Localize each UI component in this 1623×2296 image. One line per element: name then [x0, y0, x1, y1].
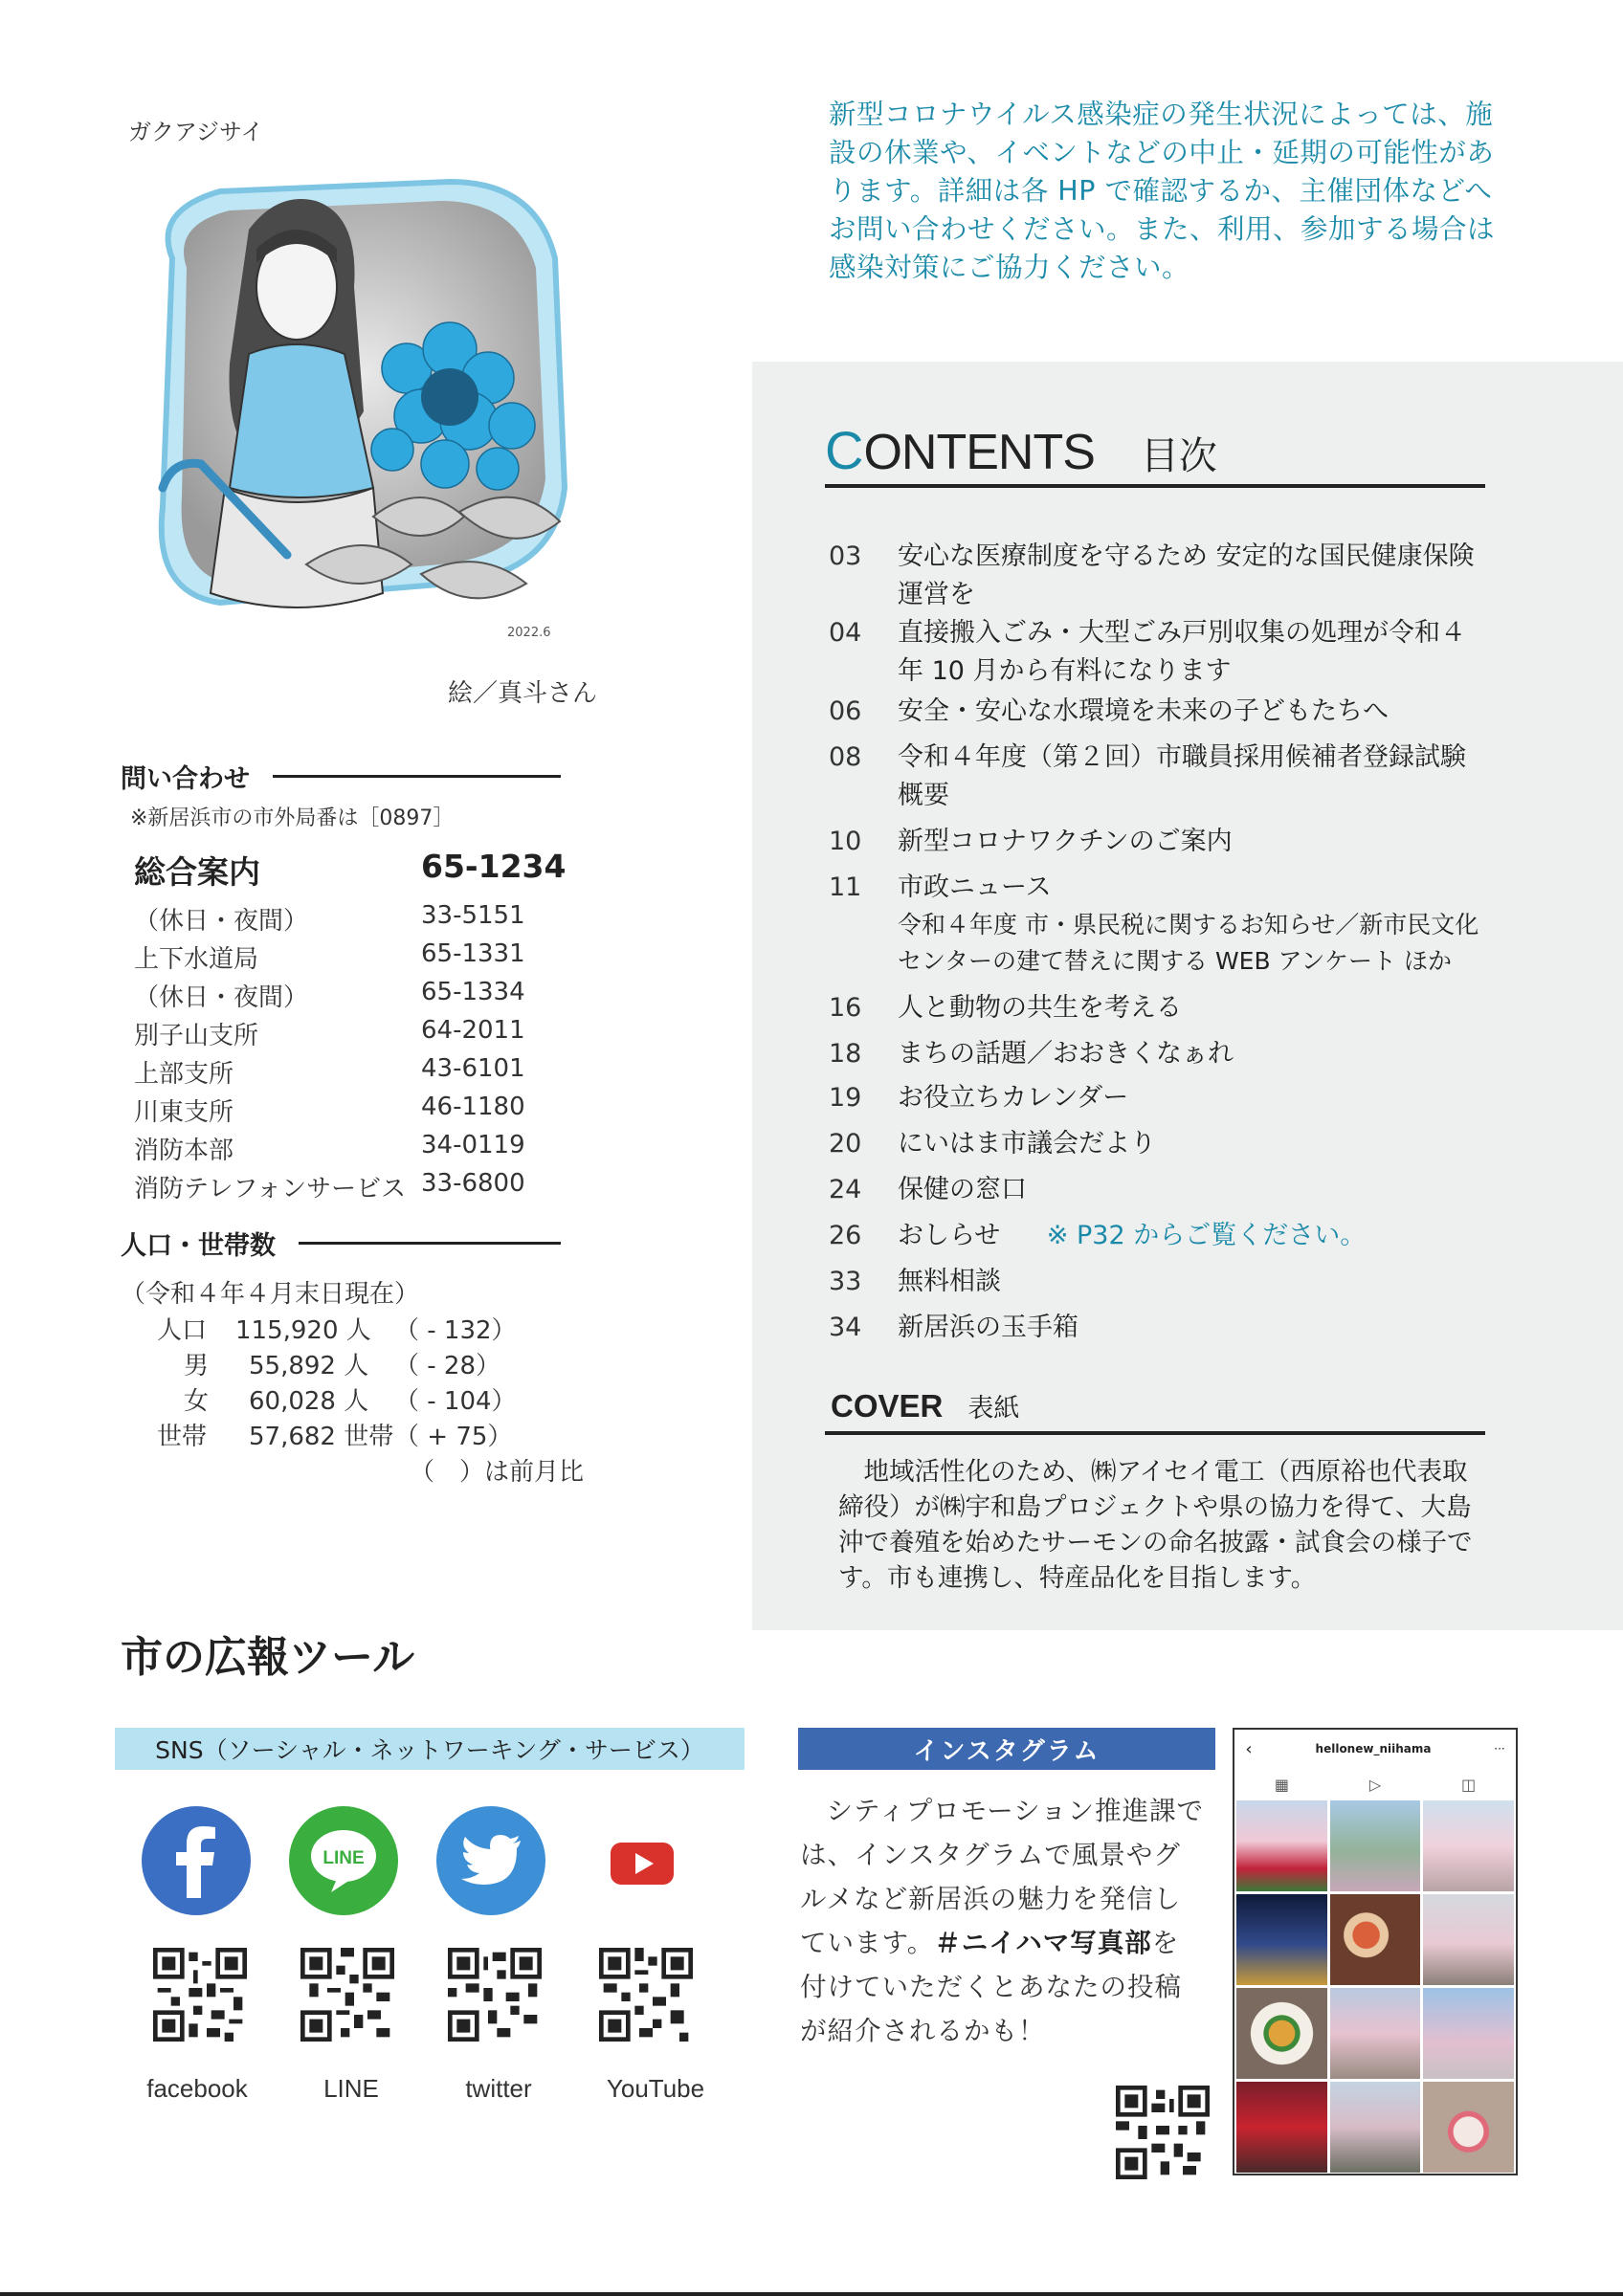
instagram-description — [800, 1789, 1206, 2053]
population-change: （ - 104） — [394, 1387, 517, 1416]
toc-page: 34 — [829, 1313, 862, 1342]
toc-title: おしらせ — [898, 1221, 1001, 1250]
instagram-topbar — [1234, 1730, 1516, 1768]
phone-label: （休日・夜間） — [134, 907, 309, 936]
phone-row — [134, 978, 574, 1016]
covid-notice: 新型コロナウイルス感染症の発生状況によっては、施設の休業や、イベントなどの中止・延期の可能性があります。詳細は各 HP で確認するか、主催団体などへお問い合わせください。また、利用、参加する場合は感染対策にご協力ください。 — [829, 99, 1496, 283]
photo-dessert — [1423, 2082, 1514, 2173]
toc-title: 人と動物の共生を考える — [898, 993, 1182, 1023]
toc-page: 03 — [829, 541, 862, 571]
toc-page: 26 — [829, 1221, 862, 1250]
line-icon[interactable] — [289, 1806, 398, 1915]
toc-item[interactable] — [829, 823, 1489, 861]
population-row — [144, 1346, 565, 1381]
toc-page: 04 — [829, 618, 862, 648]
toc-title: 直接搬入ごみ・大型ごみ戸別収集の処理が令和４年 10 月から有料になります — [898, 618, 1466, 686]
phone-row — [134, 1093, 574, 1131]
line-qr-code[interactable] — [300, 1948, 394, 2042]
toc-item[interactable] — [829, 1125, 1489, 1163]
population-value: 57,682 世帯 — [249, 1423, 394, 1451]
pr-tools-title: 市の広報ツール — [121, 1633, 415, 1682]
phone-number: 33-6800 — [421, 1169, 525, 1198]
toc-item[interactable] — [829, 989, 1489, 1027]
toc-item[interactable] — [829, 1217, 1489, 1255]
toc-page: 18 — [829, 1039, 862, 1069]
toc-page: 06 — [829, 696, 862, 726]
toc-item[interactable] — [829, 869, 1489, 980]
toc-item[interactable] — [829, 538, 1489, 614]
photo-tulips — [1236, 1800, 1327, 1891]
back-arrow-icon: ‹ — [1245, 1738, 1253, 1759]
toc-item[interactable] — [829, 1035, 1489, 1073]
contact-heading — [121, 758, 561, 795]
phone-number: 43-6101 — [421, 1054, 525, 1083]
phone-row — [134, 901, 574, 939]
contents-title-jp: 目次 — [1140, 434, 1217, 478]
toc-title: まちの話題／おおきくなぁれ — [898, 1039, 1234, 1069]
population-value: 55,892 人 — [249, 1352, 369, 1380]
cover-heading — [831, 1387, 1019, 1424]
toc-page: 16 — [829, 993, 862, 1023]
photo-red-costume — [1236, 2082, 1327, 2173]
toc-page: 33 — [829, 1267, 862, 1296]
tagged-icon: ◫ — [1460, 1775, 1477, 1794]
cover-heading-en: COVER — [831, 1388, 944, 1424]
phone-label: 総合案内 — [134, 853, 260, 891]
youtube-icon[interactable] — [588, 1806, 697, 1915]
photo-food-dishes — [1330, 1894, 1421, 1985]
toc-item[interactable] — [829, 1079, 1489, 1117]
instagram-tabs — [1234, 1768, 1516, 1800]
toc-page: 10 — [829, 827, 862, 856]
photo-sakura-sky — [1423, 1988, 1514, 2079]
phone-row-main — [134, 848, 574, 891]
population-label: 人口 — [157, 1316, 208, 1345]
population-value: 60,028 人 — [249, 1387, 369, 1416]
toc-accent-note: ※ P32 からご覧ください。 — [1046, 1221, 1367, 1250]
contents-title-initial: C — [825, 420, 864, 480]
phone-number: 64-2011 — [421, 1016, 525, 1045]
toc-page: 24 — [829, 1175, 862, 1204]
toc-item[interactable] — [829, 693, 1489, 731]
population-change: （ + 75） — [394, 1423, 513, 1451]
toc-item[interactable] — [829, 1309, 1489, 1347]
more-icon: ··· — [1494, 1742, 1505, 1755]
contact-heading-rule — [273, 775, 561, 778]
phone-label: 別子山支所 — [134, 1022, 259, 1050]
phone-row — [134, 1169, 574, 1207]
instagram-text-before: シティプロモーション推進課では、インスタグラムで風景やグルメなど新居浜の魅力を発信しています。 — [800, 1796, 1205, 1958]
phone-label: 消防テレフォンサービス — [134, 1175, 407, 1203]
phone-row — [134, 1131, 574, 1169]
toc-title: 新居浜の玉手箱 — [898, 1313, 1078, 1342]
population-label: 女 — [184, 1387, 210, 1416]
instagram-profile-screenshot[interactable] — [1233, 1728, 1518, 2175]
toc-page: 11 — [829, 872, 862, 902]
twitter-qr-code[interactable] — [448, 1948, 542, 2042]
population-label: 男 — [184, 1352, 210, 1380]
phone-number: 65-1234 — [421, 848, 567, 885]
phone-row — [134, 939, 574, 978]
population-row — [144, 1417, 565, 1452]
population-date: （令和４年４月末日現在） — [121, 1280, 420, 1309]
toc-title: 安心な医療制度を守るため 安定的な国民健康保険運営を — [898, 541, 1475, 609]
contents-title-rest: ONTENTS — [863, 425, 1095, 480]
photo-cherry-blossoms — [1423, 1800, 1514, 1891]
instagram-hashtag: ＃ニイハマ写真部 — [934, 1928, 1152, 1958]
population-heading-label: 人口・世帯数 — [121, 1231, 276, 1261]
facebook-label: facebook — [146, 2074, 248, 2103]
area-code-note: ※新居浜市の市外局番は［0897］ — [130, 806, 455, 830]
instagram-handle: hellonew_niihama — [1315, 1742, 1432, 1755]
phone-number: 34-0119 — [421, 1131, 525, 1159]
youtube-qr-code[interactable] — [599, 1948, 693, 2042]
population-change: （ - 28） — [394, 1352, 500, 1380]
illustration-credit: 絵／真斗さん — [448, 679, 598, 708]
phone-number: 65-1334 — [421, 978, 525, 1006]
population-note: （ ）は前月比 — [410, 1458, 585, 1487]
twitter-label: twitter — [465, 2074, 532, 2103]
contents-title — [825, 419, 1217, 478]
toc-title: 新型コロナワクチンのご案内 — [898, 827, 1233, 856]
cover-rule — [825, 1431, 1485, 1435]
page-bottom-rule — [0, 2292, 1623, 2296]
phone-row — [134, 1054, 574, 1093]
phone-label: 川東支所 — [134, 1098, 234, 1127]
instagram-photo-grid — [1234, 1800, 1516, 2173]
toc-title: 令和４年度（第２回）市職員採用候補者登録試験概要 — [898, 742, 1466, 810]
twitter-icon[interactable] — [436, 1806, 545, 1915]
photo-park — [1330, 2082, 1421, 2173]
phone-label: （休日・夜間） — [134, 983, 309, 1012]
toc-item[interactable] — [829, 739, 1489, 815]
population-label: 世帯 — [157, 1423, 208, 1451]
population-row — [144, 1381, 565, 1417]
cover-heading-jp: 表紙 — [967, 1394, 1020, 1424]
phone-label: 消防本部 — [134, 1137, 234, 1165]
phone-row — [134, 1016, 574, 1054]
phone-number: 33-5151 — [421, 901, 525, 930]
instagram-text-after: を付けていただくとあなたの投稿が紹介されるかも！ — [800, 1928, 1182, 2046]
phone-number: 46-1180 — [421, 1093, 525, 1121]
toc-item[interactable] — [829, 1171, 1489, 1209]
toc-page: 20 — [829, 1129, 862, 1159]
toc-subtitle: 令和４年度 市・県民税に関するお知らせ／新市民文化センターの建て替えに関する WEB アンケート ほか — [898, 911, 1479, 975]
population-value: 115,920 人 — [235, 1316, 371, 1345]
hydrangea-girl-illustration — [134, 172, 593, 660]
phone-label: 上部支所 — [134, 1060, 234, 1089]
line-label: LINE — [323, 2074, 379, 2103]
toc-item[interactable] — [829, 1263, 1489, 1301]
photo-pizza — [1236, 1988, 1327, 2079]
grid-icon: ▦ — [1274, 1775, 1290, 1794]
svg-text:LINE: LINE — [322, 1848, 365, 1868]
population-change: （ - 132） — [394, 1316, 517, 1345]
toc-title: にいはま市議会だより — [898, 1129, 1156, 1159]
photo-sakura-path — [1330, 1988, 1421, 2079]
facebook-icon[interactable] — [142, 1806, 251, 1915]
toc-page: 19 — [829, 1083, 862, 1113]
contents-rule — [825, 484, 1485, 488]
toc-title: 市政ニュース — [898, 872, 1052, 902]
instagram-qr-code[interactable] — [1116, 2086, 1210, 2179]
toc-item[interactable] — [829, 614, 1489, 691]
svg-text:2022.6: 2022.6 — [507, 626, 551, 640]
population-heading-rule — [299, 1242, 561, 1245]
youtube-label: YouTube — [606, 2074, 705, 2103]
toc-title: 安全・安心な水環境を未来の子どもたちへ — [898, 696, 1389, 726]
phone-label: 上下水道局 — [134, 945, 259, 974]
population-heading — [121, 1225, 561, 1262]
toc-title: 無料相談 — [898, 1267, 1001, 1296]
photo-blossom-trees — [1423, 1894, 1514, 1985]
toc-title: 保健の窓口 — [898, 1175, 1027, 1204]
toc-title: お役立ちカレンダー — [898, 1083, 1129, 1113]
toc-page: 08 — [829, 742, 862, 772]
sns-band: SNS（ソーシャル・ネットワーキング・サービス） — [115, 1728, 745, 1770]
photo-night-lights — [1236, 1894, 1327, 1985]
contact-heading-label: 問い合わせ — [121, 764, 250, 794]
cover-description: 地域活性化のため、㈱アイセイ電工（西原裕也代表取締役）が㈱宇和島プロジェクトや県の協力を得て、大島沖で養殖を始めたサーモンの命名披露・試食会の様子です。市も連携し、特産品化を目指します。 — [838, 1457, 1473, 1593]
reels-icon: ▷ — [1368, 1775, 1382, 1794]
photo-mountains — [1330, 1800, 1421, 1891]
phone-number: 65-1331 — [421, 939, 525, 968]
illustration-title: ガクアジサイ — [128, 119, 264, 145]
instagram-band: インスタグラム — [798, 1728, 1215, 1770]
population-row — [144, 1311, 565, 1346]
facebook-qr-code[interactable] — [153, 1948, 247, 2042]
